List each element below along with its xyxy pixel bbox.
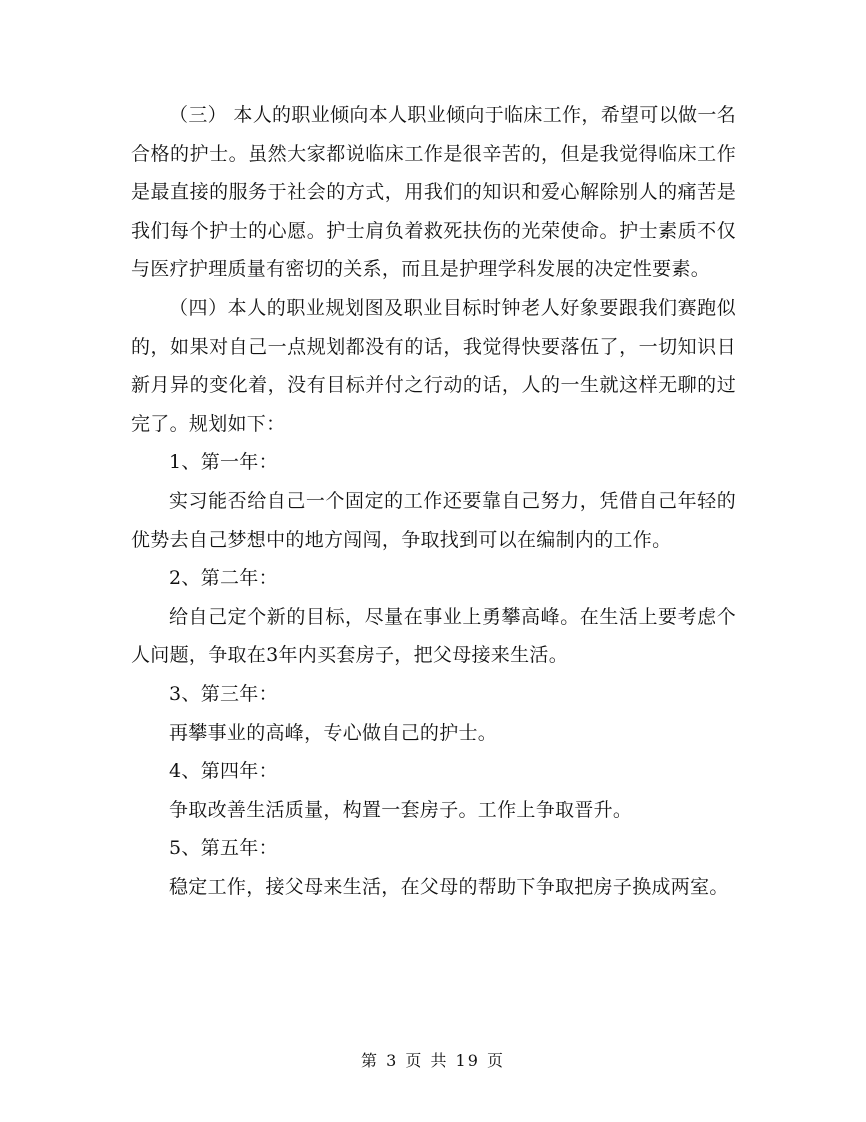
heading-year-5: 5、第五年： [169,837,278,860]
heading-year-3: 3、第三年： [169,682,278,705]
page-number-footer: 第 3 页 共 19 页 [361,1051,505,1070]
paragraph-year-1: 实习能否给自己一个固定的工作还要靠自己努力，凭借自己年轻的优势去自己梦想中的地方闯闯，争取找到可以在编制内的工作。 [131,489,736,551]
document-body [131,96,736,906]
heading-year-4: 4、第四年： [169,760,278,783]
heading-year-2: 2、第二年： [169,567,278,590]
heading-year-1: 1、第一年： [169,451,278,474]
paragraph-year-5: 稳定工作，接父母来生活，在父母的帮助下争取把房子换成两室。 [169,875,729,898]
paragraph-year-2: 给自己定个新的目标，尽量在事业上勇攀高峰。在生活上要考虑个人问题，争取在3年内买套房子，把父母接来生活。 [131,605,736,667]
paragraph-year-4: 争取改善生活质量，构置一套房子。工作上争取晋升。 [169,798,633,821]
paragraph-year-3: 再攀事业的高峰，专心做自己的护士。 [169,721,498,744]
paragraph-career-plan-intro: （四）本人的职业规划图及职业目标时钟老人好象要跟我们赛跑似的，如果对自己一点规划都没有的话，我觉得快要落伍了，一切知识日新月异的变化着，没有目标并付之行动的话，人的一生就这样无聊的过完了。规划如下： [131,296,736,435]
paragraph-career-tendency: （三） 本人的职业倾向本人职业倾向于临床工作，希望可以做一名合格的护士。虽然大家都说临床工作是很辛苦的，但是我觉得临床工作是最直接的服务于社会的方式，用我们的知识和爱心解除别人的痛苦是我们每个护士的心愿。护士肩负着救死扶伤的光荣使命。护士素质不仅与医疗护理质量有密切的关系，而且是护理学科发展的决定性要素。 [131,104,736,281]
